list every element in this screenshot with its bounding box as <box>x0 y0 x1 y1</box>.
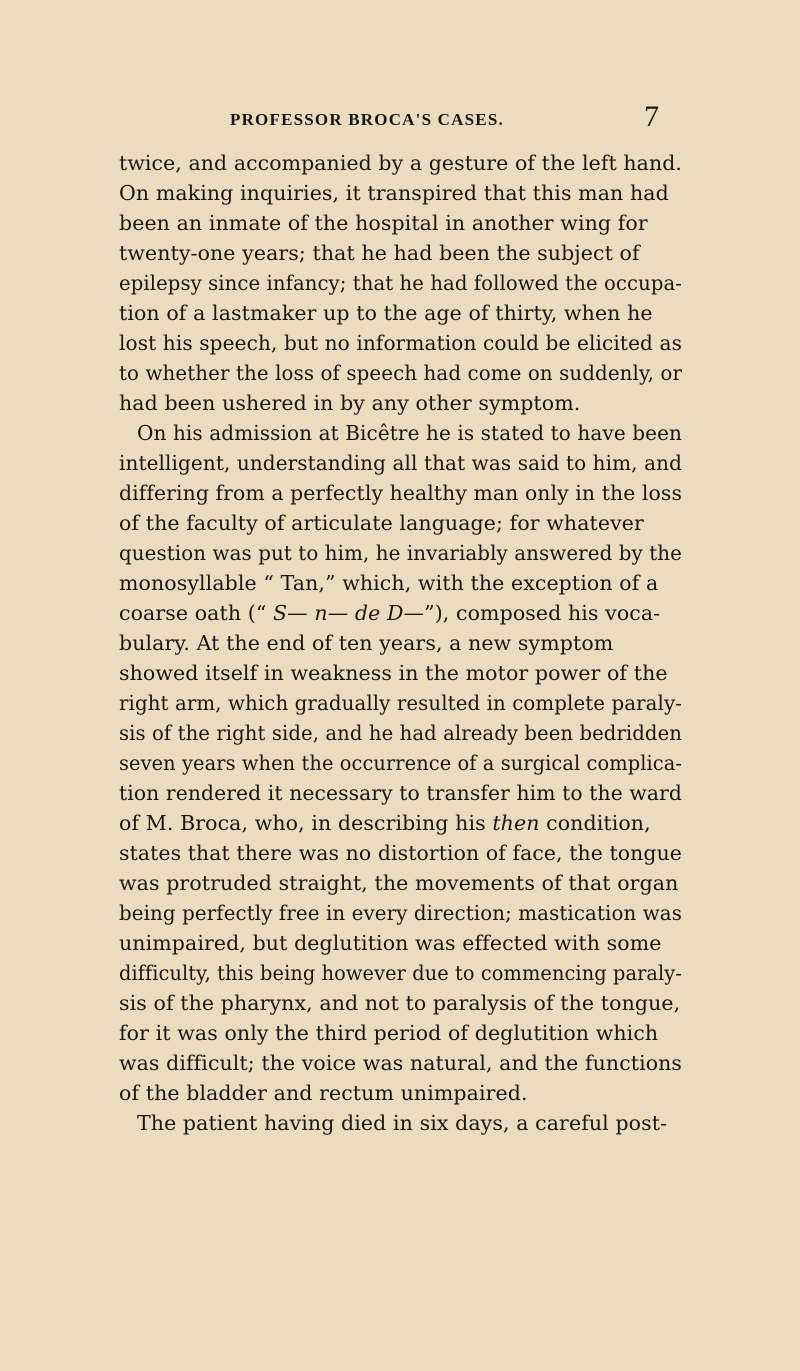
text-line: On his admission at Bicêtre he is stated to have been <box>137 421 683 445</box>
text-line: of the faculty of articulate language; for whatever <box>119 511 644 535</box>
text-line: monosyllable “ Tan,” which, with the exception of a <box>119 571 659 595</box>
text-line: tion of a lastmaker up to the age of thirty, when he <box>119 301 653 325</box>
text-line: bulary. At the end of ten years, a new symptom <box>119 631 614 655</box>
text-run: coarse oath (“ <box>119 601 274 625</box>
text-line <box>119 598 660 628</box>
text-line: sis of the right side, and he had already been bedridden <box>119 721 683 745</box>
text-line: On making inquiries, it transpired that this man had <box>119 181 669 205</box>
text-line: twenty-one years; that he had been the subject of <box>119 241 640 265</box>
text-line: for it was only the third period of deglutition which <box>119 1021 659 1045</box>
text-line: states that there was no distortion of face, the tongue <box>119 841 682 865</box>
text-line: difficulty, this being however due to commencing paraly- <box>119 961 682 985</box>
text-line: right arm, which gradually resulted in complete paraly- <box>119 691 683 715</box>
page-number: 7 <box>644 100 659 133</box>
text-line: unimpaired, but deglutition was effected with some <box>119 931 662 955</box>
text-run: condition, <box>539 811 651 835</box>
text-line <box>119 808 651 838</box>
text-line: twice, and accompanied by a gesture of the left hand. <box>119 151 683 175</box>
running-head <box>0 100 800 140</box>
italic-oath: S— n— de D— <box>273 601 425 625</box>
text-line: seven years when the occurrence of a surgical complica- <box>119 751 683 775</box>
text-line: question was put to him, he invariably answered by the <box>119 541 682 565</box>
text-line: of the bladder and rectum unimpaired. <box>119 1081 528 1105</box>
text-line: epilepsy since infancy; that he had followed the occupa- <box>119 271 683 295</box>
text-line: tion rendered it necessary to transfer him to the ward <box>119 781 683 805</box>
text-line: The patient having died in six days, a careful post- <box>137 1111 668 1135</box>
text-run: of M. Broca, who, in describing his <box>119 811 493 835</box>
text-line: had been ushered in by any other symptom. <box>119 391 581 415</box>
text-line: lost his speech, but no information could be elicited as <box>119 331 683 355</box>
text-line: was difficult; the voice was natural, and the functions <box>119 1051 683 1075</box>
text-line: being perfectly free in every direction; mastication was <box>119 901 682 925</box>
text-line: been an inmate of the hospital in another wing for <box>119 211 648 235</box>
text-line: showed itself in weakness in the motor power of the <box>119 661 668 685</box>
italic-then: then <box>492 811 540 835</box>
text-line: intelligent, understanding all that was said to him, and <box>119 451 682 475</box>
text-line: was protruded straight, the movements of that organ <box>119 871 679 895</box>
text-run: ”), composed his voca- <box>424 601 661 625</box>
text-line: to whether the loss of speech had come on suddenly, or <box>119 361 683 385</box>
text-line: differing from a perfectly healthy man only in the loss <box>119 481 682 505</box>
running-title: PROFESSOR BROCA'S CASES. <box>230 110 504 129</box>
text-line: sis of the pharynx, and not to paralysis of the tongue, <box>119 991 681 1015</box>
